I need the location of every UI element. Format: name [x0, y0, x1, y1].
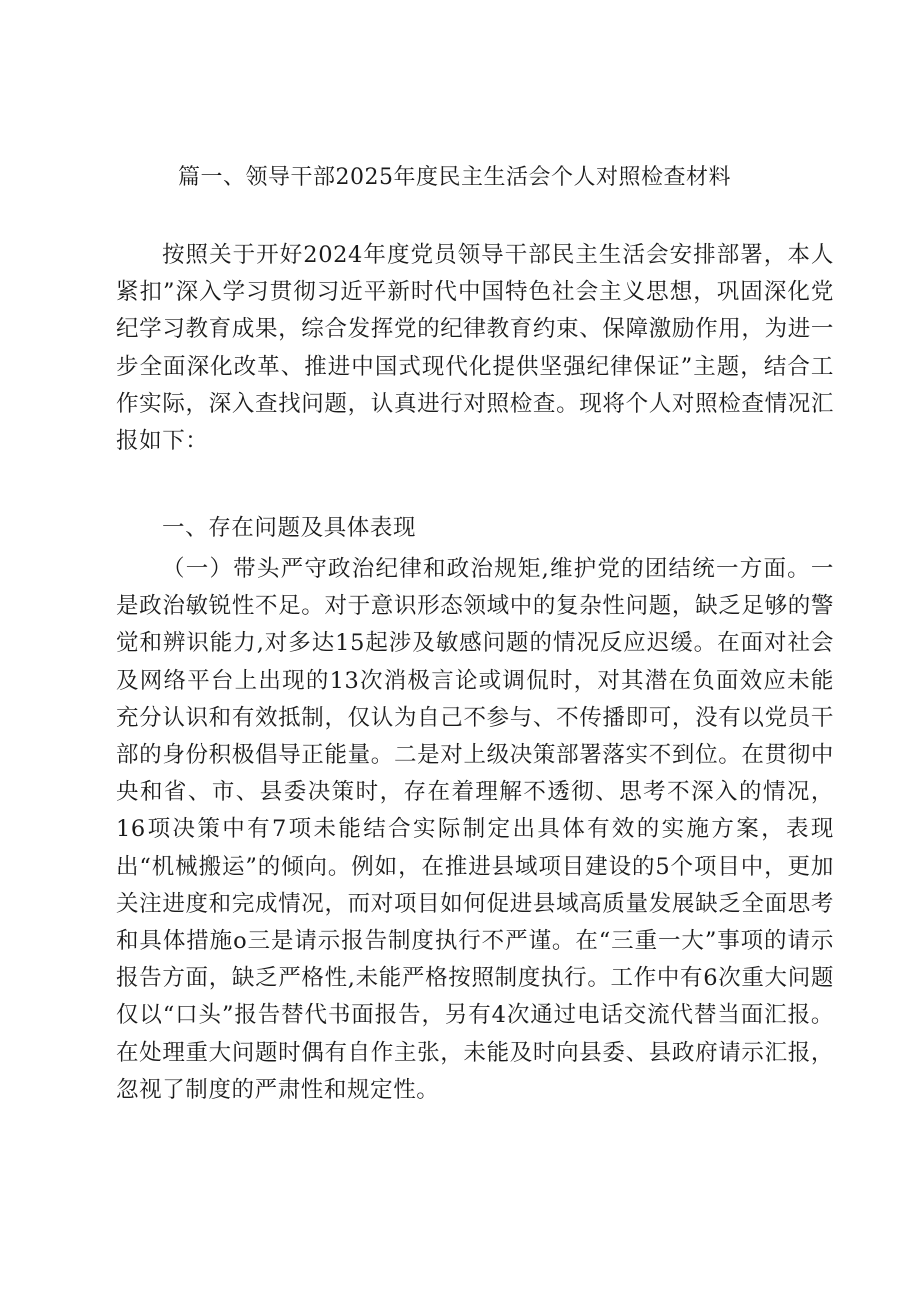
document-title: 篇一、领导干部2025年度民主生活会个人对照检查材料 [178, 165, 731, 190]
section-heading: 一、存在问题及具体表现 [162, 515, 417, 541]
section-paragraph: （一）带头严守政治纪律和政治规矩,维护党的团结统一方面。一是政治敏锐性不足。对于意识形态领域中的复杂性问题，缺乏足够的警觉和辨识能力,对多达15起涉及敏感问题的情况反应迟缓。在面对社会及网络平台上出现的13次消极言论或调侃时，对其潜在负面效应未能充分认识和有效抵制，仅认为自己不参与、不传播即可，没有以党员干部的身份积极倡导正能量。二是对上级决策部署落实不到位。在贯彻中央和省、市、县委决策时，存在着理解不透彻、思考不深入的情况，16项决策中有7项未能结合实际制定出具体有效的实施方案，表现出“机械搬运”的倾向。例如，在推进县域项目建设的5个项目中，更加关注进度和完成情况，而对项目如何促进县域高质量发展缺乏全面思考和具体措施o三是请示报告制度执行不严谨。在“三重一大”事项的请示报告方面，缺乏严格性,未能严格按照制度执行。工作中有6次重大问题仅以“口头”报告替代书面报告，另有4次通过电话交流代替当面汇报。在处理重大问题时偶有自作主张，未能及时向县委、县政府请示汇报，忽视了制度的严肃性和规定性。 [116, 556, 834, 1103]
intro-paragraph: 按照关于开好2024年度党员领导干部民主生活会安排部署，本人紧扣”深入学习贯彻习近平新时代中国特色社会主义思想，巩固深化党纪学习教育成果，综合发挥党的纪律教育约束、保障激励作用，为进一步全面深化改革、推进中国式现代化提供坚强纪律保证”主题，结合工作实际，深入查找问题，认真进行对照检查。现将个人对照检查情况汇报如下： [116, 242, 834, 455]
